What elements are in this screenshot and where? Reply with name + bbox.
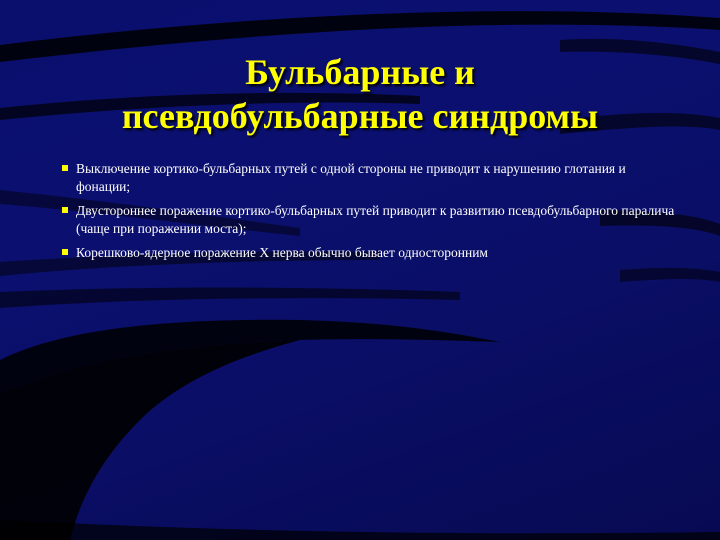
slide-title-line-2: псевдобульбарные синдромы bbox=[121, 96, 599, 136]
bullet-item bbox=[62, 244, 677, 262]
bullet-text: Корешково-ядерное поражение Х нерва обычно бывает односторонним bbox=[76, 245, 488, 260]
bullet-text: Двустороннее поражение кортико-бульбарных путей приводит к развитию псевдобульбарного паралича (чаще при поражении моста); bbox=[76, 203, 675, 236]
bullet-item bbox=[62, 160, 677, 196]
square-bullet-icon bbox=[62, 165, 68, 171]
bullet-list bbox=[62, 160, 677, 268]
bullet-text: Выключение кортико-бульбарных путей с одной стороны не приводит к нарушению глотания и фонации; bbox=[76, 161, 626, 194]
square-bullet-icon bbox=[62, 207, 68, 213]
square-bullet-icon bbox=[62, 249, 68, 255]
slide-title-line-1: Бульбарные и bbox=[245, 52, 475, 92]
slide-title bbox=[20, 50, 700, 138]
bullet-item bbox=[62, 202, 677, 238]
